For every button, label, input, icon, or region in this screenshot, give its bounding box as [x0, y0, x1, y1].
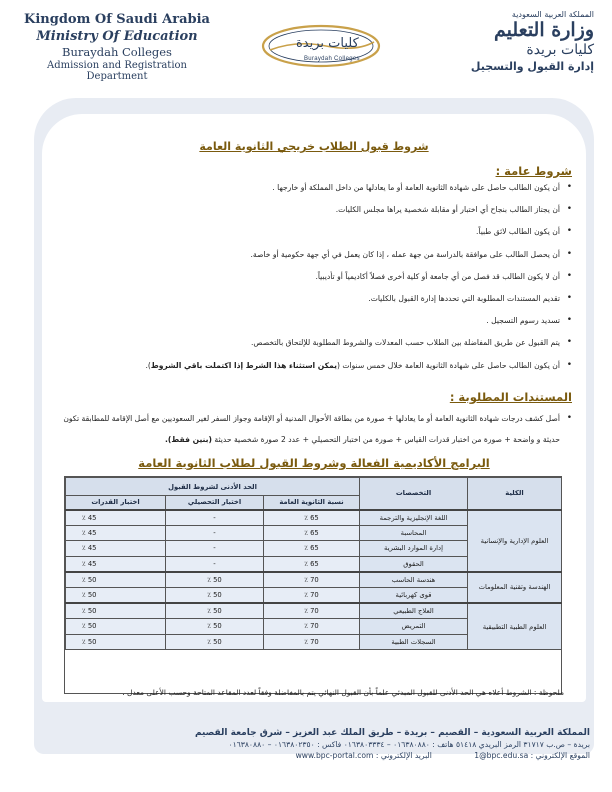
programs-table-title: البرامج الأكاديمية الفعالة وشروط القبول لطلاب الثانوية العامة [138, 456, 490, 470]
aptitude-cell: 50 ٪ [66, 603, 166, 619]
aptitude-cell: 45 ٪ [66, 510, 166, 526]
aptitude-cell: 50 ٪ [66, 634, 166, 650]
footer-address: المملكة العربية السعودية – القصيم – بريدة – طريق الملك عبد العزيز – شرق جامعة القصيم [194, 728, 590, 738]
footer [26, 728, 590, 760]
admission-requirements-table [65, 477, 562, 650]
condition-item: • أن يجتاز الطالب بنجاح أي اختبار أو مقابلة شخصية يراها مجلس الكليات. [54, 204, 574, 226]
department-name-en-1: Admission and Registration [46, 60, 187, 71]
logo-text-en: Buraydah Colleges [304, 56, 360, 62]
condition-item: • أن لا يكون الطالب قد فصل من أي جامعة أو كلية أخرى فصلاً أكاديمياً أو تأديبياً. [54, 271, 574, 293]
achievement-cell: 50 ٪ [166, 619, 264, 635]
major-cell: المحاسبة [360, 525, 468, 541]
content-frame [34, 98, 594, 754]
kingdom-name-ar: المملكة العربية السعودية [511, 10, 594, 19]
aptitude-cell: 50 ٪ [66, 587, 166, 603]
hs-cell: 70 ٪ [264, 619, 360, 635]
aptitude-cell: 45 ٪ [66, 541, 166, 557]
letterhead-arabic [444, 10, 594, 73]
condition-item-last [54, 360, 574, 390]
programs-table [64, 476, 562, 694]
email-link[interactable]: 1@bpc.edu.sa [474, 751, 529, 760]
kingdom-name-en: Kingdom Of Saudi Arabia [24, 12, 210, 27]
letterhead-english [22, 12, 212, 82]
hs-cell: 70 ٪ [264, 603, 360, 619]
major-cell: اللغة الإنجليزية والترجمة [360, 510, 468, 526]
aptitude-cell: 50 ٪ [66, 572, 166, 588]
documents-note: (بنين فقط). [165, 435, 212, 444]
general-conditions-list [54, 182, 574, 390]
achievement-cell: - [166, 525, 264, 541]
major-cell: التمريض [360, 619, 468, 635]
hs-cell: 65 ٪ [264, 541, 360, 557]
letterhead [0, 0, 612, 98]
condition-item: • تسديد رسوم التسجيل . [54, 315, 574, 337]
college-logo [256, 20, 386, 72]
major-cell: الحقوق [360, 556, 468, 572]
required-documents-heading: المستندات المطلوبة : [449, 390, 572, 404]
aptitude-cell: 50 ٪ [66, 619, 166, 635]
col-header-aptitude: اختبار القدرات [66, 496, 166, 510]
email-label: البريد الإلكتروني : [375, 751, 432, 760]
condition-item: • يتم القبول عن طريق المفاضلة بين الطلاب حسب المعدلات والشروط المطلوبة للإلتحاق بالتخصص. [54, 337, 574, 359]
website-link[interactable]: www.bpc-portal.com [295, 751, 374, 760]
condition-item: • أن يكون الطالب لائق طبياً. [54, 226, 574, 248]
hs-cell: 70 ٪ [264, 634, 360, 650]
documents-body: أصل كشف درجات شهادة الثانوية العامة أو ما يعادلها + صورة من بطاقة الأحوال المدنية أو الإقامة وجواز السفر لغير السعوديين مع أصل الإقامة للمطابقة تكون حديثة و واضحة + صورة من اختبار قدرات القياس + صورة من اختبار التحصيلي + عدد 2 صورة شخصية حديثة [63, 414, 560, 444]
major-cell: هندسة الحاسب [360, 572, 468, 588]
condition-item: • أن يكون الطالب حاصل على شهادة الثانوية العامة أو ما يعادلها من داخل المملكة أو خارجها . [54, 182, 574, 204]
major-cell: إدارة الموارد البشرية [360, 541, 468, 557]
hs-cell: 70 ٪ [264, 587, 360, 603]
condition-end: ). [145, 360, 151, 370]
condition-text: أن يكون الطالب حاصل على شهادة الثانوية العامة خلال خمس سنوات ( [337, 360, 560, 370]
table-row [66, 572, 562, 588]
college-cell: الهندسة وتقنية المعلومات [468, 572, 562, 603]
page-title: شروط قبول الطلاب خريجي الثانوية العامة [199, 140, 429, 153]
hs-cell: 65 ٪ [264, 510, 360, 526]
table-row [66, 510, 562, 526]
col-header-achievement: اختبار التحصيلي [166, 496, 264, 510]
condition-item: • تقديم المستندات المطلوبة التي تحددها إدارة القبول بالكليات. [54, 293, 574, 315]
college-name-en: Buraydah Colleges [62, 45, 172, 59]
col-header-major: التخصصات [360, 478, 468, 510]
col-header-high-school: نسبة الثانوية العامة [264, 496, 360, 510]
aptitude-cell: 45 ٪ [66, 556, 166, 572]
achievement-cell: 50 ٪ [166, 572, 264, 588]
condition-exception: يمكن استثناء هذا الشرط إذا اكتملت باقي الشروط [150, 360, 337, 370]
footer-contact: بريدة – ص.ب ٣١٧١٧ الرمز البريدي ٥١٤١٨ هاتف : ٠١٦٣٨٠٨٨٠ – ٠١٦٣٨٠٣٣٣٤ فاكس : ٠١٦٣٨٠٢٣٥٠ – ٠١٦٣٨٠٨٨٠ [228, 740, 590, 749]
col-header-min-requirements: الحد الأدنى لشروط القبول [66, 478, 360, 496]
achievement-cell: - [166, 556, 264, 572]
ministry-name-en: Ministry Of Education [36, 29, 198, 44]
achievement-cell: - [166, 541, 264, 557]
college-cell: العلوم الطبية التطبيقية [468, 603, 562, 650]
department-name-en-2: Department [86, 71, 148, 82]
condition-item: • أن يحصل الطالب على موافقة بالدراسة من جهة عمله ، إذا كان يعمل في أي جهة حكومية أو خاصة. [54, 249, 574, 271]
achievement-cell: - [166, 510, 264, 526]
major-cell: العلاج الطبيعي [360, 603, 468, 619]
admission-note: ملحوظة : الشروط أعلاه هي الحد الأدنى للقبول المبدئي علماً بأن القبول النهائي يتم بالمفاضلة وفقاً لعدد المقاعد المتاحة وحسب الأعلى معدل . [122, 688, 564, 697]
required-documents-text [54, 408, 574, 450]
ministry-name-ar: وزارة التعليم [493, 19, 594, 41]
hs-cell: 65 ٪ [264, 525, 360, 541]
content-panel [42, 114, 586, 702]
logo-text-ar: كليات بريدة [296, 36, 359, 51]
college-name-ar: كليات بريدة [526, 42, 594, 58]
achievement-cell: 50 ٪ [166, 634, 264, 650]
aptitude-cell: 45 ٪ [66, 525, 166, 541]
hs-cell: 65 ٪ [264, 556, 360, 572]
major-cell: السجلات الطبية [360, 634, 468, 650]
major-cell: قوى كهربائية [360, 587, 468, 603]
achievement-cell: 50 ٪ [166, 603, 264, 619]
col-header-college: الكلية [468, 478, 562, 510]
footer-links [26, 751, 590, 760]
college-cell: العلوم الإدارية والإنسانية [468, 510, 562, 572]
department-name-ar: إدارة القبول والتسجيل [470, 60, 594, 73]
achievement-cell: 50 ٪ [166, 587, 264, 603]
hs-cell: 70 ٪ [264, 572, 360, 588]
table-row [66, 603, 562, 619]
website-label: الموقع الإلكتروني : [530, 751, 590, 760]
general-conditions-heading: شروط عامة : [495, 164, 572, 178]
